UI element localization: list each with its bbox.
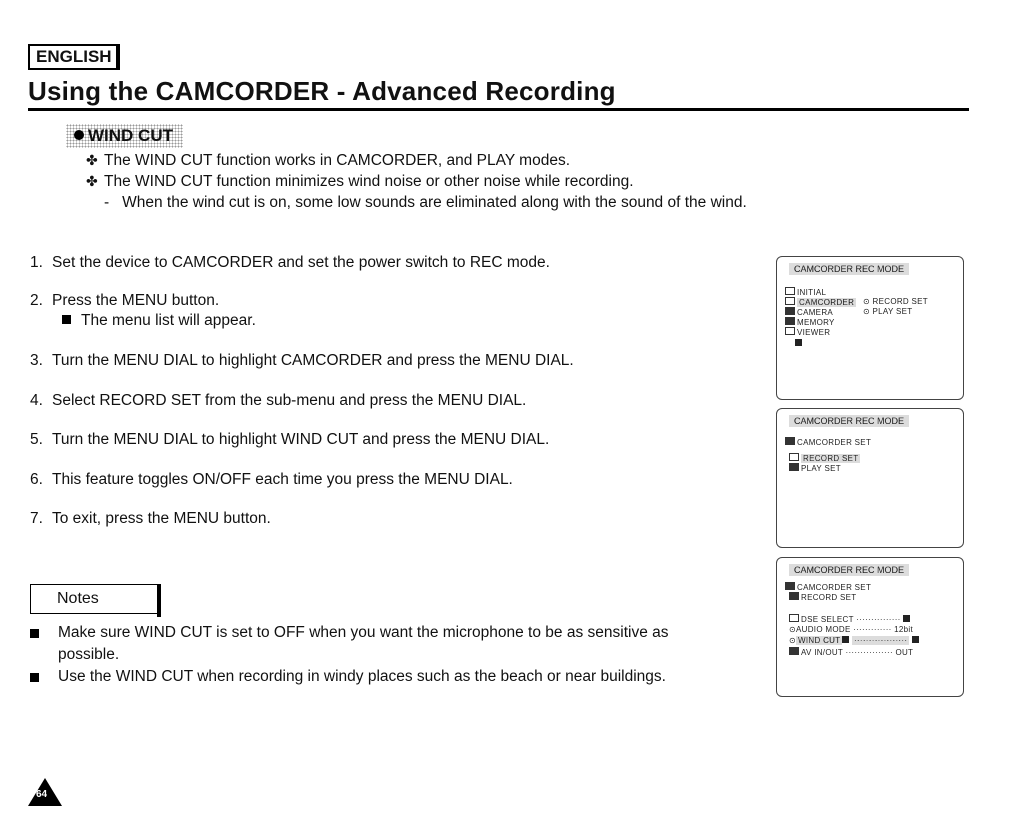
step-number: 2. [30, 292, 43, 309]
camcorder-icon [785, 582, 795, 590]
camcorder-icon [785, 437, 795, 445]
clover-bullet-icon: ✤ [86, 152, 98, 168]
language-label: ENGLISH [28, 44, 120, 70]
page-number: 64 [36, 789, 48, 800]
screen-line: CAMCORDER [785, 297, 856, 307]
screen-line: MEMORY [785, 317, 835, 327]
screen-line: RECORD SET [789, 453, 860, 463]
bullet-dot-icon [74, 130, 84, 140]
notes-label-text: Notes [57, 590, 99, 607]
step-number: 4. [30, 392, 43, 409]
viewer-icon [785, 327, 795, 335]
screen-submenu: ⊙ PLAY SET [863, 307, 913, 316]
intro-bullet [86, 173, 634, 191]
section-heading [66, 124, 183, 148]
step-number: 1. [30, 254, 43, 271]
screen-line: INITIAL [785, 287, 826, 297]
screen-row: ⊙AUDIO MODE ············· 12bit [789, 625, 914, 634]
intro-bullet [86, 152, 570, 170]
clover-bullet-icon: ✤ [86, 173, 98, 189]
square-bullet-icon [62, 315, 71, 324]
screen-line: CAMCORDER SET [785, 437, 871, 447]
note-item [30, 622, 730, 666]
step-text: Turn the MENU DIAL to highlight WIND CUT and press the MENU DIAL. [52, 431, 550, 448]
intro-bullet-text: The WIND CUT function minimizes wind noise or other noise while recording. [104, 173, 634, 190]
record-icon [789, 592, 799, 600]
step-number: 3. [30, 352, 43, 369]
camera-icon [785, 307, 795, 315]
screen-line: PLAY SET [789, 463, 841, 473]
step [30, 510, 271, 528]
screen-line: RECORD SET [789, 592, 856, 602]
wind-cut-value-icon [912, 636, 919, 643]
notes-label [30, 584, 158, 614]
play-icon [789, 463, 799, 471]
screen-line: CAMERA [785, 307, 833, 317]
step-number: 5. [30, 431, 43, 448]
menu-icon [785, 297, 795, 305]
page-title: Using the CAMCORDER - Advanced Recording [28, 76, 616, 106]
menu-screen-3 [776, 557, 964, 697]
note-text: Use the WIND CUT when recording in windy places such as the beach or near buildings. [58, 668, 666, 685]
step-text: Turn the MENU DIAL to highlight CAMCORDER and press the MENU DIAL. [52, 352, 574, 369]
step [30, 254, 550, 272]
page-number-badge [28, 778, 62, 806]
step [30, 431, 549, 449]
note-text: Make sure WIND CUT is set to OFF when you want the microphone to be as sensitive as possible. [58, 624, 669, 663]
menu-icon [785, 287, 795, 295]
intro-bullet-text: The WIND CUT function works in CAMCORDER, and PLAY modes. [104, 152, 571, 169]
tape-icon [795, 339, 802, 348]
step-text: Select RECORD SET from the sub-menu and press the MENU DIAL. [52, 392, 527, 409]
screen-title: CAMCORDER REC MODE [789, 564, 909, 576]
menu-screen-1 [776, 256, 964, 400]
step-text: This feature toggles ON/OFF each time you press the MENU DIAL. [52, 471, 513, 488]
dse-value-icon [903, 615, 910, 622]
screen-row: AV IN/OUT ················ OUT [789, 647, 913, 657]
square-bullet-icon [30, 673, 39, 682]
step-text: To exit, press the MENU button. [52, 510, 271, 527]
step [30, 292, 219, 310]
menu-icon [789, 453, 799, 461]
step [30, 392, 526, 410]
step-number: 6. [30, 471, 43, 488]
step-number: 7. [30, 510, 43, 527]
screen-line: CAMCORDER SET [785, 582, 871, 592]
screen-submenu: ⊙ RECORD SET [863, 297, 928, 306]
step-sub-note [62, 312, 256, 330]
dash-note-text: When the wind cut is on, some low sounds are eliminated along with the sound of the wind. [122, 194, 747, 211]
av-icon [789, 647, 799, 655]
note-item [30, 666, 730, 688]
screen-row: DSE SELECT ··············· [789, 614, 910, 624]
section-title: WIND CUT [88, 126, 173, 145]
wind-cut-icon [842, 636, 849, 643]
step-text: Press the MENU button. [52, 292, 220, 309]
memory-icon [785, 317, 795, 325]
screen-title: CAMCORDER REC MODE [789, 263, 909, 275]
square-bullet-icon [30, 629, 39, 638]
screen-title: CAMCORDER REC MODE [789, 415, 909, 427]
menu-screen-2 [776, 408, 964, 548]
dash-note: - When the wind cut is on, some low sounds are eliminated along with the sound of the wind. [104, 194, 747, 211]
menu-icon [789, 614, 799, 622]
step [30, 471, 513, 489]
title-rule [28, 108, 969, 111]
screen-line: VIEWER [785, 327, 830, 337]
step-sub-text: The menu list will appear. [81, 312, 256, 329]
screen-row: ⊙ WIND CUT ·················· [789, 636, 919, 645]
step [30, 352, 574, 370]
step-text: Set the device to CAMCORDER and set the power switch to REC mode. [52, 254, 550, 271]
